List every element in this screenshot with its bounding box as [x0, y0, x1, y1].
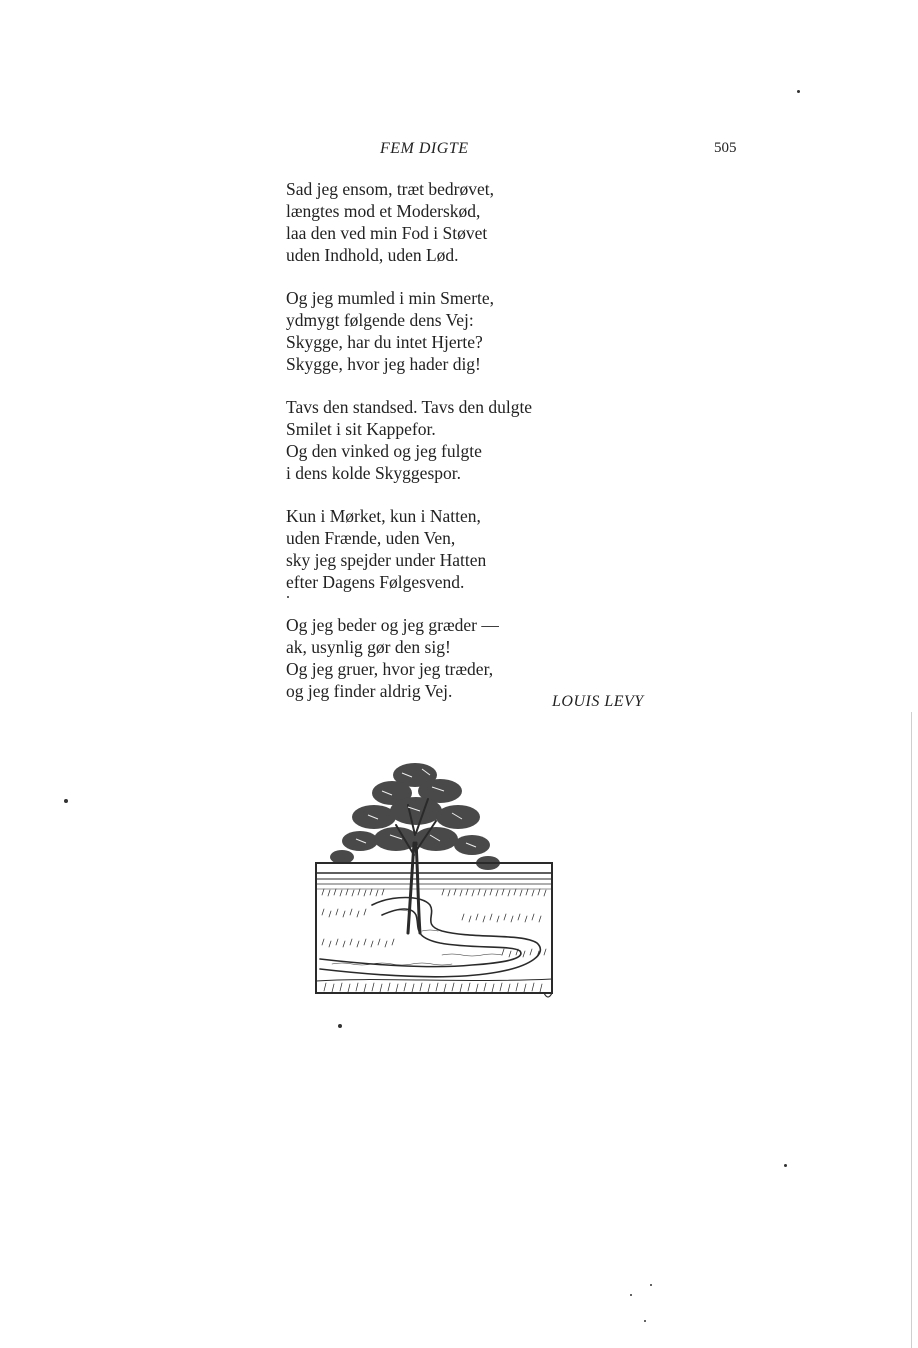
poem-line: efter Dagens Følgesvend. — [286, 572, 465, 592]
stanza-1 — [286, 178, 686, 266]
running-head: FEM DIGTE — [380, 140, 469, 157]
poem-line: Skygge, hvor jeg hader dig! — [286, 354, 481, 374]
print-speck — [630, 1294, 632, 1296]
print-speck — [287, 596, 289, 598]
print-speck — [64, 799, 68, 803]
poem-line: Og den vinked og jeg fulgte — [286, 441, 482, 461]
poem-line: uden Indhold, uden Lød. — [286, 245, 459, 265]
poem-line: Og jeg gruer, hvor jeg træder, — [286, 659, 494, 679]
page-number: 505 — [714, 140, 737, 156]
poem-line: Kun i Mørket, kun i Natten, — [286, 506, 481, 526]
tree-by-river-vignette-icon — [312, 755, 558, 1003]
print-speck — [650, 1284, 652, 1286]
print-speck — [644, 1320, 646, 1322]
print-speck — [338, 1024, 342, 1028]
author-signature: LOUIS LEVY — [552, 693, 644, 710]
poem-line: i dens kolde Skyggespor. — [286, 463, 461, 483]
poem-line: ydmygt følgende dens Vej: — [286, 310, 474, 330]
stanza-5 — [286, 614, 686, 702]
poem-line: uden Frænde, uden Ven, — [286, 528, 456, 548]
stanza-2 — [286, 287, 686, 375]
poem-line: Smilet i sit Kappefor. — [286, 419, 436, 439]
stanza-3 — [286, 396, 686, 484]
print-speck — [797, 90, 800, 93]
poem-line: Sad jeg ensom, træt bedrøvet, — [286, 179, 495, 199]
poem-line: sky jeg spejder under Hatten — [286, 550, 487, 570]
poem-line: laa den ved min Fod i Støvet — [286, 223, 488, 243]
poem-line: længtes mod et Moderskød, — [286, 201, 481, 221]
poem-line: Og jeg mumled i min Smerte, — [286, 288, 495, 308]
poem-line: ak, usynlig gør den sig! — [286, 637, 451, 657]
poem-line: og jeg finder aldrig Vej. — [286, 681, 453, 701]
poem-line: Skygge, har du intet Hjerte? — [286, 332, 483, 352]
poem-line: Og jeg beder og jeg græder — — [286, 615, 499, 635]
poem — [286, 178, 686, 723]
stanza-4 — [286, 505, 686, 593]
page-edge-rule — [911, 712, 912, 1348]
poem-line: Tavs den standsed. Tavs den dulgte — [286, 397, 533, 417]
print-speck — [784, 1164, 787, 1167]
